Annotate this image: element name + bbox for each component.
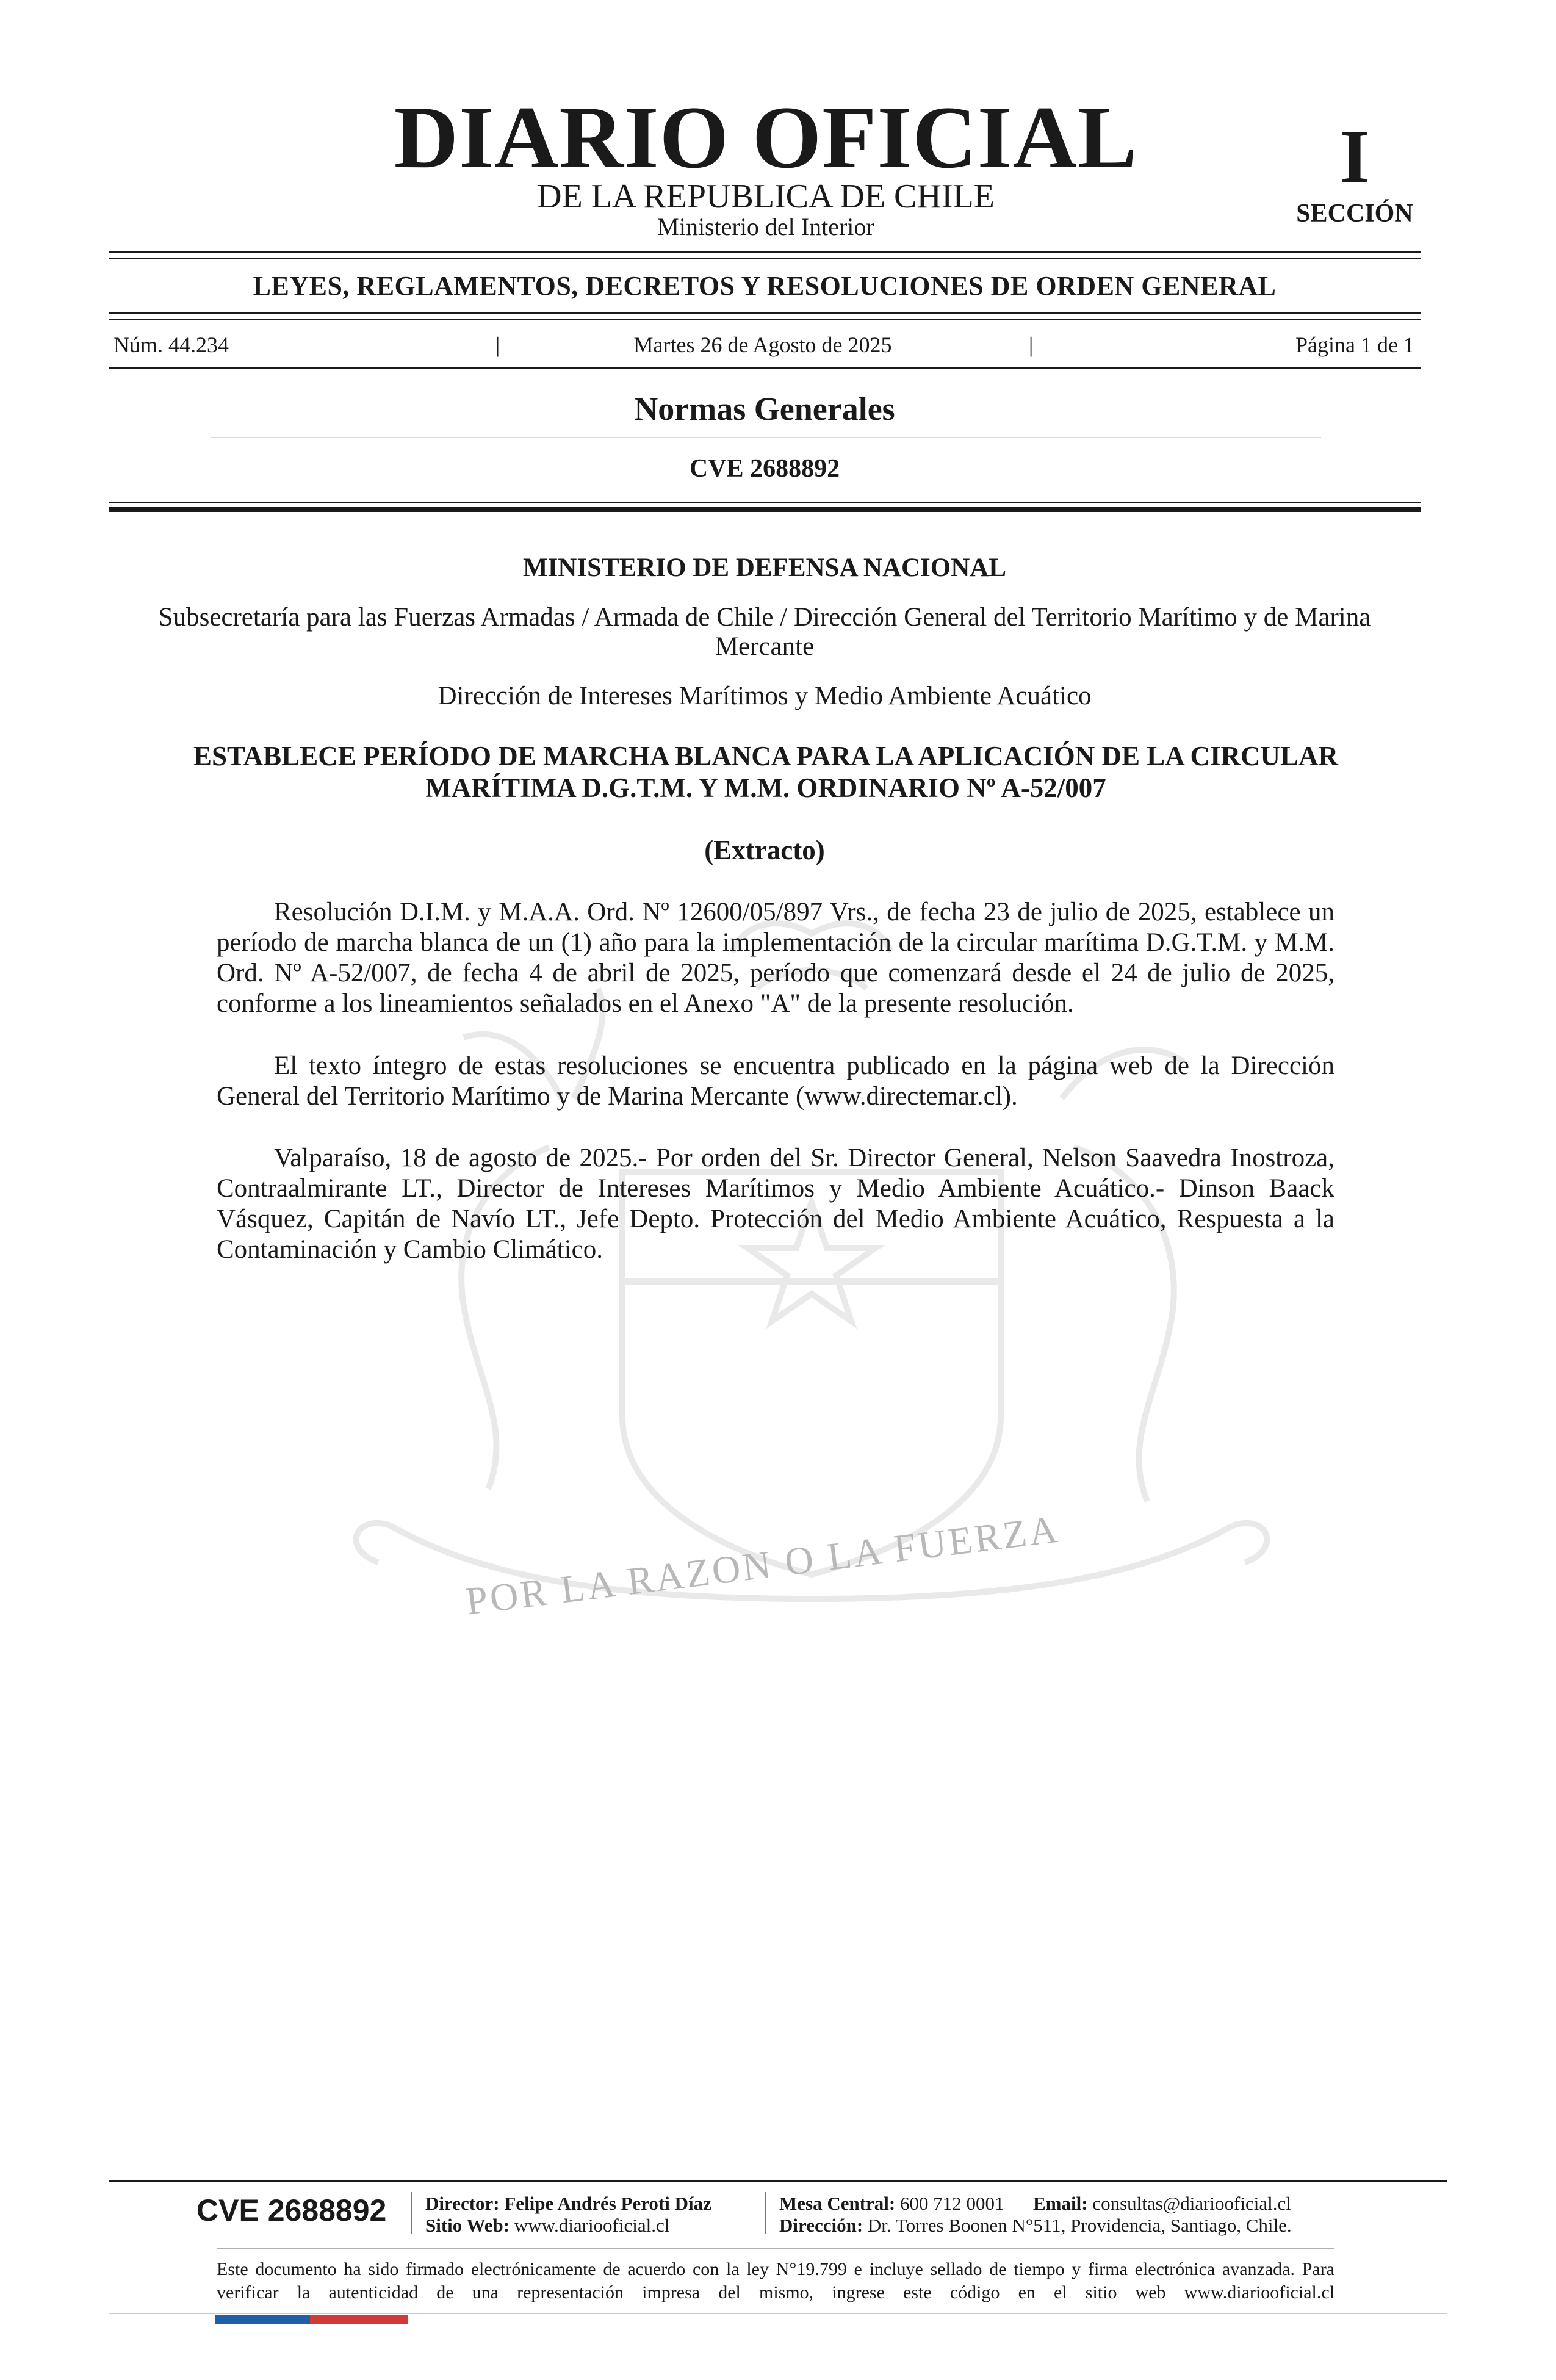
infobar-separator: | bbox=[1029, 333, 1034, 357]
resolution-title: ESTABLECE PERÍODO DE MARCHA BLANCA PARA LA APLICACIÓN DE LA CIRCULAR MARÍTIMA D.G.T.M. Y M.M. ORDINARIO Nº A-52/007 bbox=[193, 741, 1339, 803]
footer-contact bbox=[779, 2193, 1291, 2215]
footer-legal-notice: Este documento ha sido firmado electrónicamente de acuerdo con la ley N°19.799 e incluye sellado de tiempo y firma electrónica avanzada. Para verificar la autenticidad de una representación impresa del mismo, ingrese este código en el sitio web www.diariooficial.cl bbox=[217, 2259, 1334, 2302]
header-rule-bottom bbox=[109, 502, 1421, 503]
section-heading-underline bbox=[211, 437, 1321, 438]
coat-of-arms-watermark bbox=[232, 915, 1391, 1709]
section-label: SECCIÓN bbox=[1296, 200, 1413, 228]
issue-number: Núm. 44.234 bbox=[113, 333, 229, 357]
flag-stripe-blue bbox=[215, 2315, 310, 2324]
masthead-ministry: Ministerio del Interior bbox=[657, 213, 874, 240]
footer-website bbox=[425, 2215, 669, 2237]
body-paragraph: Resolución D.I.M. y M.A.A. Ord. Nº 12600/05/897 Vrs., de fecha 23 de julio de 2025, establece un período de marcha blanca de un (1) año para la implementación de la circular marítima D.G.T.M. y M.M. Ord. Nº A-52/007, de fecha 4 de abril de 2025, período que comenzará desde el 24 de julio de 2025, conforme a los lineamientos señalados en el Anexo "A" de la presente resolución. bbox=[217, 898, 1334, 1018]
section-numeral: I bbox=[1339, 115, 1370, 198]
category-rule-double bbox=[109, 319, 1421, 320]
footer-web-link[interactable]: www.diariooficial.cl bbox=[514, 2215, 670, 2236]
footer-rule-thin bbox=[217, 2248, 1334, 2249]
header-rule-bottom-thick bbox=[109, 507, 1421, 512]
footer-rule bbox=[109, 2180, 1447, 2182]
section-heading: Normas Generales bbox=[634, 391, 895, 427]
flag-stripe-red bbox=[310, 2315, 408, 2324]
footer-divider bbox=[765, 2192, 766, 2234]
footer-email-label: Email: bbox=[1033, 2193, 1088, 2214]
footer-address-value: Dr. Torres Boonen N°511, Providencia, Santiago, Chile. bbox=[867, 2215, 1292, 2236]
watermark-motto: POR LA RAZON O LA FUERZA bbox=[463, 1507, 1062, 1623]
footer-central-label: Mesa Central: bbox=[779, 2193, 896, 2214]
issue-date: Martes 26 de Agosto de 2025 bbox=[633, 333, 892, 357]
extract-label: (Extracto) bbox=[704, 835, 825, 865]
footer-cve: CVE 2688892 bbox=[196, 2193, 387, 2227]
category-heading: LEYES, REGLAMENTOS, DECRETOS Y RESOLUCIONES DE ORDEN GENERAL bbox=[253, 271, 1277, 301]
footer-email-link[interactable]: consultas@diariooficial.cl bbox=[1092, 2193, 1291, 2214]
cve-code: CVE 2688892 bbox=[689, 455, 840, 483]
footer-director bbox=[425, 2193, 711, 2215]
footer-director-name: Felipe Andrés Peroti Díaz bbox=[504, 2193, 711, 2214]
sub-department: Subsecretaría para las Fuerzas Armadas / Armada de Chile / Dirección General del Territorio Marítimo y de Marina Mercante bbox=[158, 603, 1371, 661]
page-indicator: Página 1 de 1 bbox=[1295, 333, 1414, 357]
footer-address-label: Dirección: bbox=[779, 2215, 863, 2236]
category-rule bbox=[109, 312, 1421, 314]
ministry-name: MINISTERIO DE DEFENSA NACIONAL bbox=[522, 554, 1007, 582]
masthead-rule-top-double bbox=[109, 258, 1421, 259]
footer-central-phone: 600 712 0001 bbox=[900, 2193, 1004, 2214]
body-paragraph: Valparaíso, 18 de agosto de 2025.- Por orden del Sr. Director General, Nelson Saavedra Inostroza, Contraalmirante LT., Director de Intereses Marítimos y Medio Ambiente Acuático.- Dinson Baack Vásquez, Capitán de Navío LT., Jefe Depto. Protección del Medio Ambiente Acuático, Respuesta a la Contaminación y Cambio Climático. bbox=[217, 1144, 1334, 1264]
directorate: Dirección de Intereses Marítimos y Medio Ambiente Acuático bbox=[438, 682, 1092, 710]
infobar-rule bbox=[109, 367, 1421, 369]
infobar-separator: | bbox=[495, 333, 500, 357]
masthead-subtitle: DE LA REPUBLICA DE CHILE bbox=[537, 178, 995, 215]
footer-divider bbox=[411, 2192, 412, 2234]
footer-rule-bottom bbox=[109, 2313, 1447, 2314]
footer-web-label: Sitio Web: bbox=[425, 2215, 510, 2236]
footer-address bbox=[779, 2215, 1292, 2237]
masthead-rule-top bbox=[109, 251, 1421, 253]
body-paragraph: El texto íntegro de estas resoluciones se encuentra publicado en la página web de la Dirección General del Territorio Marítimo y de Marina Mercante (www.directemar.cl). bbox=[217, 1051, 1334, 1111]
footer-director-label: Director: bbox=[425, 2193, 500, 2214]
masthead-title: DIARIO OFICIAL bbox=[394, 88, 1138, 187]
